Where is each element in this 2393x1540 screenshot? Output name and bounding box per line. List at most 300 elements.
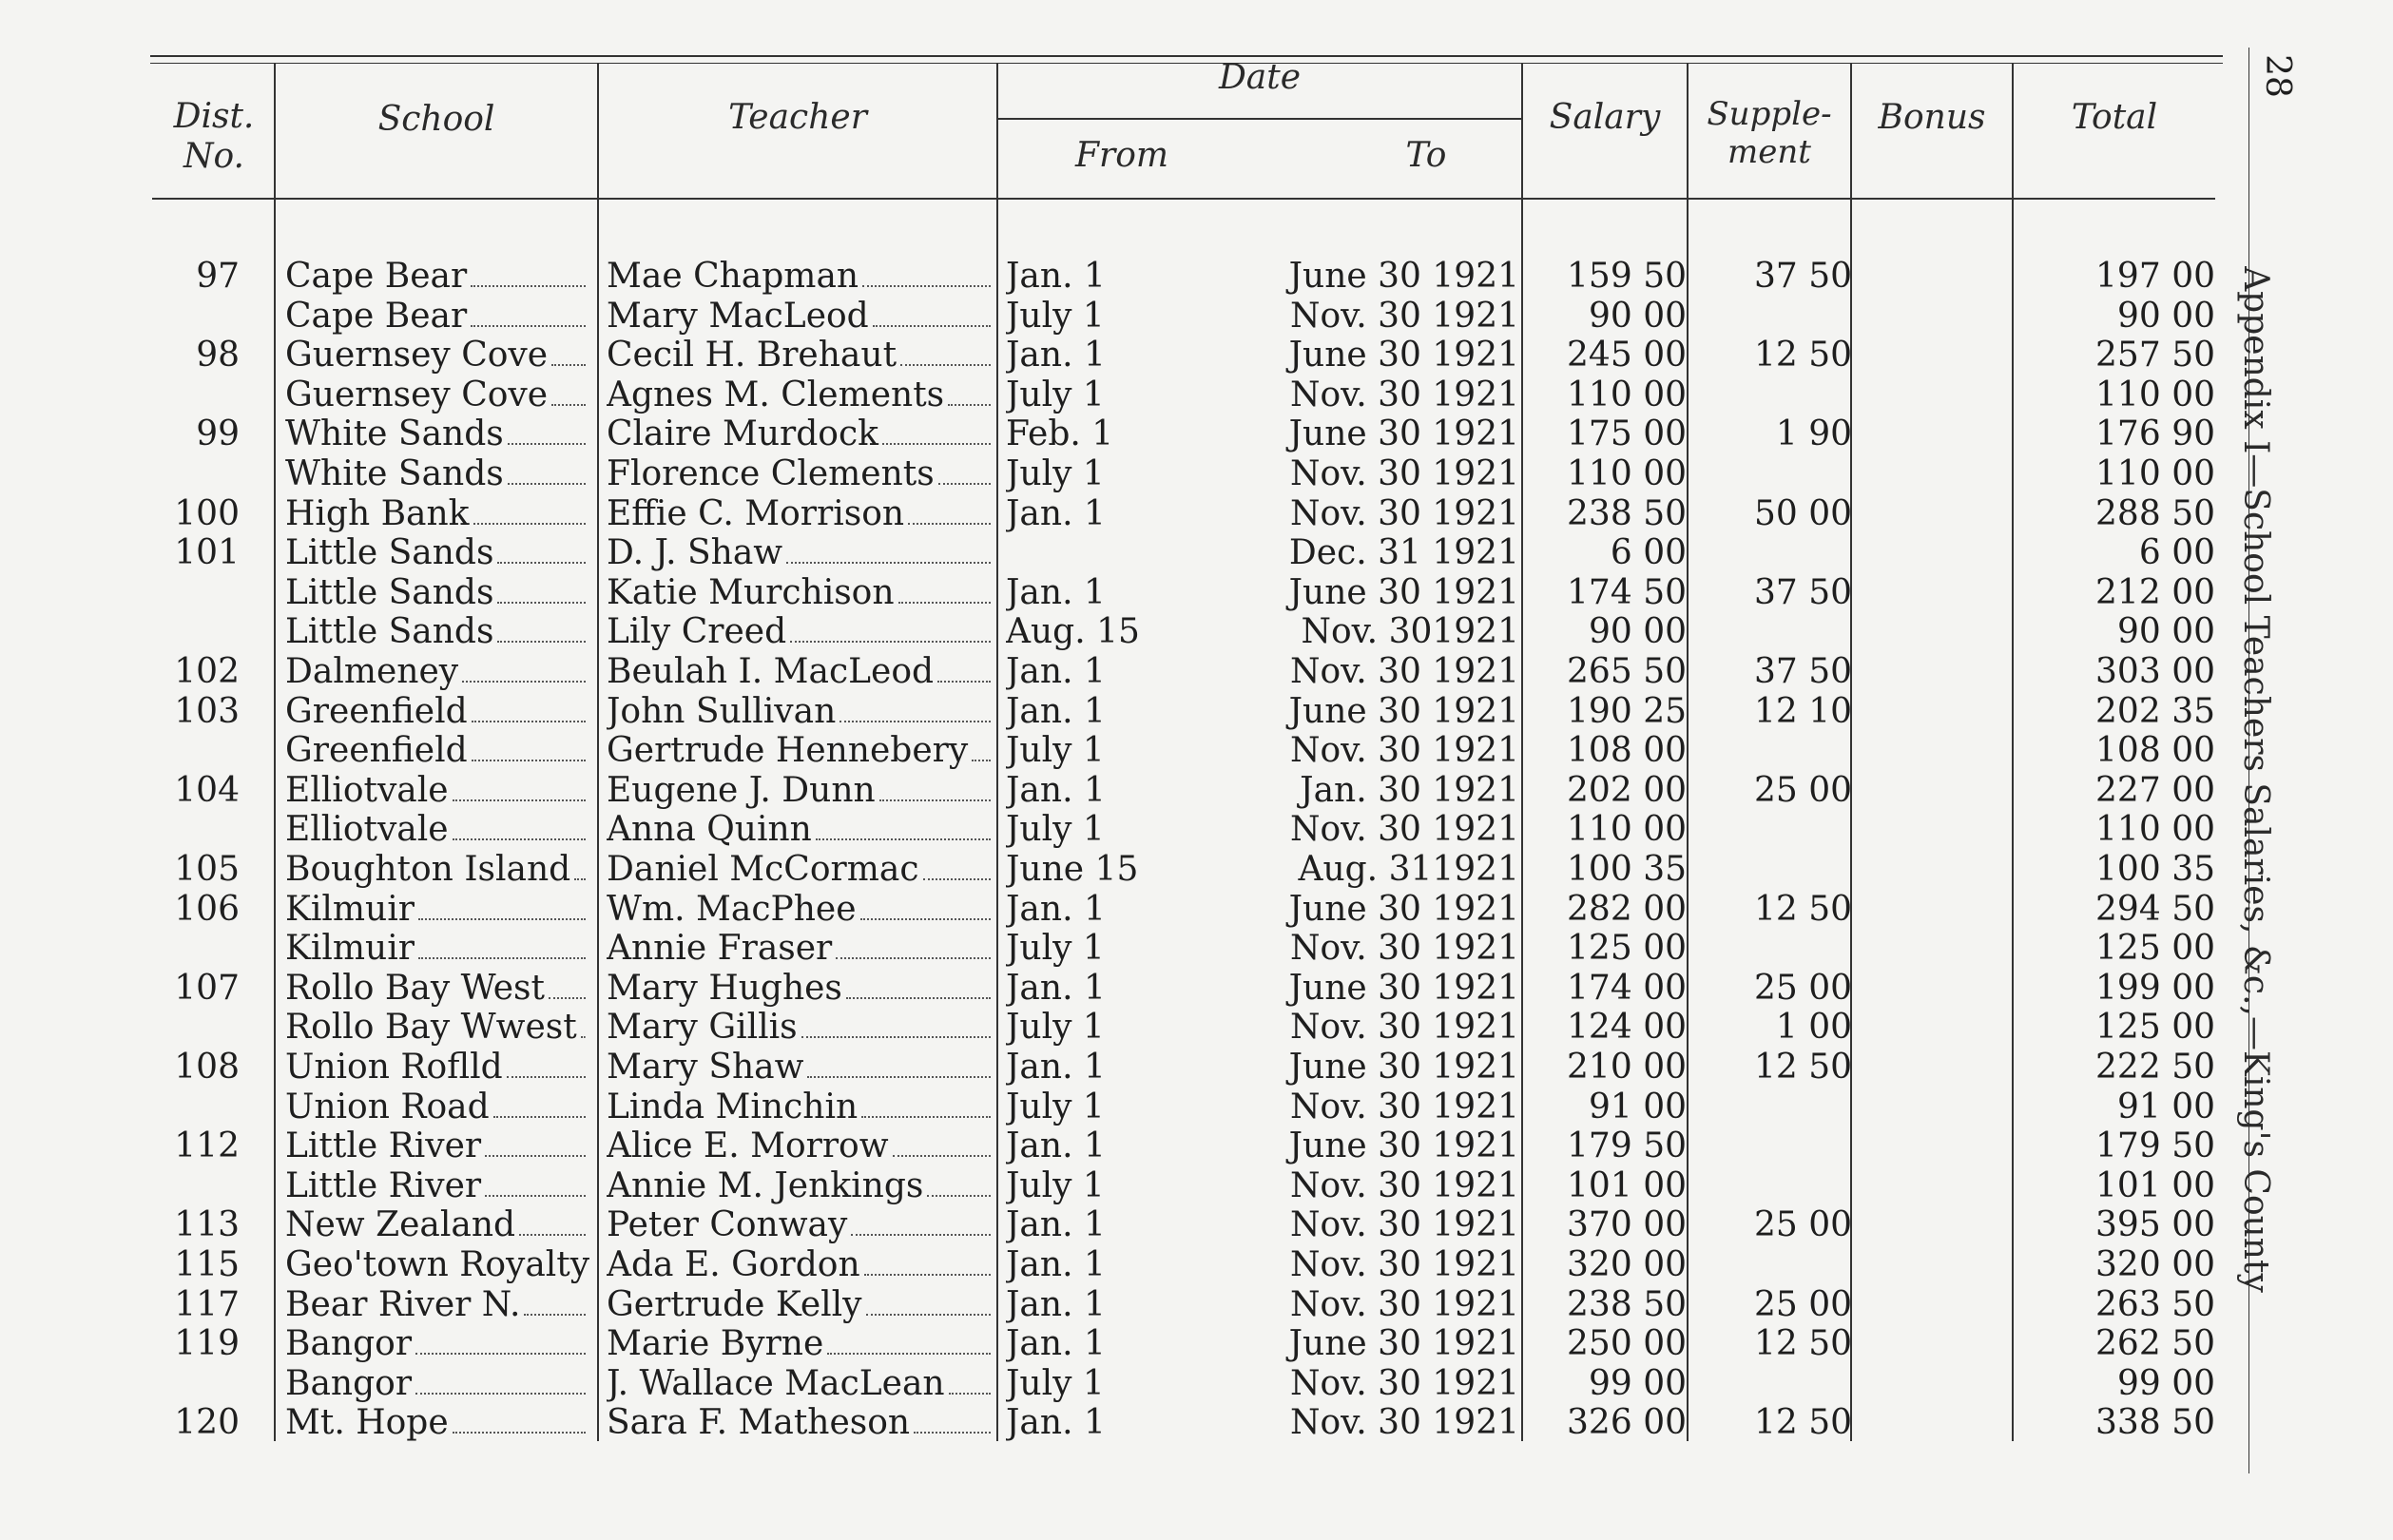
supplement-cell: [1702, 494, 1852, 534]
to-date-cell: [1169, 1048, 1519, 1088]
to-date-cell-text: Nov. 30 1921: [1290, 375, 1519, 414]
to-date-cell-text: Nov. 30 1921: [1290, 929, 1519, 969]
leader-dots: [485, 1185, 586, 1197]
from-date-cell: [1006, 1126, 1158, 1166]
from-date-cell-text: Aug. 15: [1006, 612, 1140, 652]
salary-cell: [1534, 1008, 1687, 1048]
leader-dots: [471, 316, 586, 327]
school-cell: [285, 375, 589, 415]
to-date-cell: [1169, 771, 1519, 811]
salary-cell-text: 202 00: [1567, 770, 1687, 810]
dist-no-cell-text: 102: [174, 652, 240, 691]
total-cell: [2035, 612, 2215, 652]
from-date-cell-text: July 1: [1006, 929, 1105, 969]
school-cell-text: Bangor: [285, 1324, 413, 1364]
dist-no-cell: [152, 1285, 240, 1325]
salary-cell: [1534, 454, 1687, 494]
school-cell-text: Cape Bear: [285, 296, 468, 336]
total-cell: [2035, 929, 2215, 969]
table-row: [0, 257, 2282, 297]
total-cell-text: 125 00: [2095, 1008, 2215, 1048]
leader-dots: [415, 1383, 586, 1395]
leader-dots: [493, 1107, 586, 1118]
total-cell-text: 108 00: [2095, 731, 2215, 771]
supplement-cell: [1702, 1403, 1852, 1443]
dist-no-cell: [152, 1205, 240, 1245]
total-cell-text: 338 50: [2095, 1403, 2215, 1443]
total-cell-text: 179 50: [2095, 1126, 2215, 1166]
total-cell: [2035, 1205, 2215, 1245]
school-cell-text: Rollo Bay West: [285, 968, 545, 1008]
school-cell: [285, 1166, 589, 1206]
leader-dots: [574, 869, 586, 880]
to-date-cell-text: Nov. 30 1921: [1290, 652, 1519, 691]
supplement-cell: [1702, 414, 1852, 454]
from-date-cell-text: Jan. 1: [1006, 652, 1106, 691]
from-date-cell-text: Jan. 1: [1006, 572, 1106, 612]
from-date-cell: [1006, 494, 1158, 534]
leader-dots: [927, 1185, 991, 1197]
teacher-cell: [607, 692, 994, 732]
total-cell-text: 90 00: [2116, 296, 2215, 336]
dist-no-cell-text: 120: [174, 1403, 240, 1443]
school-cell-text: Greenfield: [285, 731, 468, 771]
dist-no-cell-text: 112: [174, 1126, 240, 1166]
school-cell: [285, 771, 589, 811]
teacher-cell-text: Katie Murchison: [607, 572, 895, 612]
dist-no-cell: [152, 969, 240, 1009]
to-date-cell-text: Nov. 30 1921: [1290, 810, 1519, 850]
school-cell: [285, 850, 589, 890]
leader-dots: [893, 1145, 991, 1157]
teacher-cell-text: John Sullivan: [607, 691, 837, 731]
from-date-cell: [1006, 731, 1158, 771]
dist-no-cell-text: 119: [174, 1324, 240, 1364]
salary-cell-text: 179 50: [1567, 1126, 1687, 1166]
header-total: Total: [2071, 98, 2158, 137]
school-cell: [285, 969, 589, 1009]
leader-dots: [860, 909, 991, 920]
school-cell: [285, 731, 589, 771]
from-date-cell: [1006, 850, 1158, 890]
from-date-cell: [1006, 1048, 1158, 1088]
teacher-cell-text: Marie Byrne: [607, 1324, 824, 1364]
page-number: 28: [2258, 54, 2297, 98]
salary-cell: [1534, 336, 1687, 375]
leader-dots: [807, 1067, 991, 1078]
teacher-cell-text: Mary Shaw: [607, 1048, 804, 1087]
supplement-cell: [1702, 692, 1852, 732]
supplement-cell-text: 12 50: [1753, 336, 1852, 375]
total-cell: [2035, 969, 2215, 1009]
salary-cell-text: 100 35: [1567, 850, 1687, 889]
school-cell: [285, 810, 589, 850]
table-row: [0, 890, 2282, 930]
to-date-cell-text: Nov. 301921: [1301, 612, 1519, 652]
teacher-cell-text: Anna Quinn: [607, 810, 812, 850]
from-date-cell: [1006, 1088, 1158, 1127]
from-date-cell: [1006, 454, 1158, 494]
to-date-cell-text: Nov. 30 1921: [1290, 1205, 1519, 1245]
to-date-cell-text: Nov. 30 1921: [1290, 1403, 1519, 1443]
to-date-cell-text: June 30 1921: [1288, 968, 1519, 1008]
leader-dots: [549, 988, 586, 999]
leader-dots: [949, 1383, 991, 1395]
total-cell: [2035, 652, 2215, 692]
teacher-cell: [607, 850, 994, 890]
dist-no-cell-text: 108: [174, 1048, 240, 1087]
teacher-cell: [607, 336, 994, 375]
to-date-cell: [1169, 494, 1519, 534]
leader-dots: [508, 473, 586, 485]
leader-dots: [519, 1224, 586, 1236]
table-row: [0, 1008, 2282, 1048]
teacher-cell-text: Agnes M. Clements: [607, 375, 945, 414]
school-cell: [285, 1324, 589, 1364]
from-date-cell-text: Jan. 1: [1006, 889, 1106, 929]
from-date-cell-text: July 1: [1006, 296, 1105, 336]
leader-dots: [938, 473, 991, 485]
teacher-cell: [607, 652, 994, 692]
teacher-cell-text: Mary Hughes: [607, 968, 842, 1008]
leader-dots: [851, 1224, 991, 1236]
from-date-cell-text: Jan. 1: [1006, 493, 1106, 533]
from-date-cell: [1006, 1008, 1158, 1048]
school-cell: [285, 454, 589, 494]
school-cell-text: Little Sands: [285, 572, 494, 612]
from-date-cell: [1006, 375, 1158, 415]
salary-cell: [1534, 1088, 1687, 1127]
school-cell-text: Guernsey Cove: [285, 375, 549, 414]
teacher-cell: [607, 1166, 994, 1206]
school-cell-text: Little Sands: [285, 612, 494, 652]
leader-dots: [972, 750, 991, 761]
from-date-cell: [1006, 1166, 1158, 1206]
salary-cell-text: 174 50: [1567, 572, 1687, 612]
from-date-cell-text: July 1: [1006, 1165, 1105, 1205]
to-date-cell: [1169, 969, 1519, 1009]
leader-dots: [581, 1027, 586, 1038]
table-row: [0, 969, 2282, 1009]
salary-cell: [1534, 652, 1687, 692]
from-date-cell-text: Jan. 1: [1006, 1205, 1106, 1245]
supplement-cell: [1702, 1008, 1852, 1048]
to-date-cell: [1169, 414, 1519, 454]
leader-dots: [418, 948, 586, 959]
total-cell-text: 110 00: [2095, 810, 2215, 850]
teacher-cell: [607, 810, 994, 850]
from-date-cell: [1006, 890, 1158, 930]
school-cell: [285, 1403, 589, 1443]
leader-dots: [472, 750, 586, 761]
dist-no-cell: [152, 336, 240, 375]
total-cell: [2035, 890, 2215, 930]
teacher-cell-text: Daniel McCormac: [607, 850, 919, 889]
leader-dots: [497, 592, 586, 604]
table-row: [0, 1285, 2282, 1325]
school-cell-text: New Zealand: [285, 1205, 516, 1245]
teacher-cell: [607, 573, 994, 613]
supplement-cell-text: 12 50: [1753, 889, 1852, 929]
school-cell-text: Union Road: [285, 1087, 490, 1126]
supplement-cell: [1702, 771, 1852, 811]
teacher-cell: [607, 454, 994, 494]
school-cell-text: Guernsey Cove: [285, 336, 549, 375]
total-cell-text: 303 00: [2095, 652, 2215, 691]
school-cell-text: Dalmeney: [285, 652, 459, 691]
salary-cell-text: 245 00: [1567, 336, 1687, 375]
total-cell-text: 99 00: [2116, 1363, 2215, 1403]
total-cell-text: 176 90: [2095, 414, 2215, 454]
to-date-cell: [1169, 731, 1519, 771]
salary-cell: [1534, 692, 1687, 732]
table-row: [0, 1166, 2282, 1206]
total-cell: [2035, 1126, 2215, 1166]
salary-cell: [1534, 494, 1687, 534]
total-cell-text: 262 50: [2095, 1324, 2215, 1364]
top-rule: [150, 55, 2223, 57]
from-date-cell: [1006, 771, 1158, 811]
total-cell-text: 197 00: [2095, 257, 2215, 296]
supplement-cell-text: 50 00: [1753, 493, 1852, 533]
dist-no-cell: [152, 1126, 240, 1166]
salary-cell-text: 210 00: [1567, 1048, 1687, 1087]
table-row: [0, 810, 2282, 850]
from-date-cell: [1006, 257, 1158, 297]
from-date-cell: [1006, 810, 1158, 850]
salary-cell: [1534, 573, 1687, 613]
school-cell-text: Little River: [285, 1165, 482, 1205]
total-cell: [2035, 336, 2215, 375]
total-cell-text: 288 50: [2095, 493, 2215, 533]
to-date-cell-text: Nov. 30 1921: [1290, 1165, 1519, 1205]
from-date-cell-text: June 15: [1006, 850, 1139, 889]
total-cell-text: 199 00: [2095, 968, 2215, 1008]
leader-dots: [879, 790, 991, 801]
teacher-cell-text: Beulah I. MacLeod: [607, 652, 935, 691]
total-cell: [2035, 1364, 2215, 1404]
to-date-cell: [1169, 890, 1519, 930]
table-row: [0, 771, 2282, 811]
salary-cell-text: 174 00: [1567, 968, 1687, 1008]
from-date-cell-text: Jan. 1: [1006, 1403, 1106, 1443]
teacher-cell: [607, 494, 994, 534]
to-date-cell-text: Nov. 30 1921: [1290, 1008, 1519, 1048]
from-date-cell: [1006, 336, 1158, 375]
to-date-cell: [1169, 1008, 1519, 1048]
to-date-cell: [1169, 652, 1519, 692]
from-date-cell-text: Jan. 1: [1006, 770, 1106, 810]
teacher-cell: [607, 1008, 994, 1048]
to-date-cell-text: June 30 1921: [1288, 1324, 1519, 1364]
total-cell: [2035, 771, 2215, 811]
from-date-cell-text: Jan. 1: [1006, 1126, 1106, 1166]
dist-no-cell-text: 103: [174, 691, 240, 731]
leader-dots: [790, 631, 991, 643]
supplement-cell-text: 25 00: [1753, 1284, 1852, 1324]
supplement-cell-text: 12 50: [1753, 1403, 1852, 1443]
school-cell: [285, 1008, 589, 1048]
leader-dots: [472, 711, 586, 722]
leader-dots: [836, 948, 991, 959]
from-date-cell-text: Jan. 1: [1006, 968, 1106, 1008]
teacher-cell: [607, 1048, 994, 1088]
salary-cell-text: 110 00: [1567, 375, 1687, 414]
salary-cell: [1534, 414, 1687, 454]
table-row: [0, 1245, 2282, 1285]
table-row: [0, 1403, 2282, 1443]
salary-cell-text: 238 50: [1567, 1284, 1687, 1324]
from-date-cell: [1006, 1324, 1158, 1364]
to-date-cell-text: Nov. 30 1921: [1290, 1284, 1519, 1324]
from-date-cell-text: Jan. 1: [1006, 1048, 1106, 1087]
to-date-cell: [1169, 1364, 1519, 1404]
header-school: School: [377, 100, 495, 139]
supplement-cell: [1702, 573, 1852, 613]
total-cell-text: 91 00: [2116, 1087, 2215, 1126]
teacher-cell: [607, 1245, 994, 1285]
salary-cell: [1534, 375, 1687, 415]
teacher-cell: [607, 1126, 994, 1166]
salary-cell-text: 108 00: [1567, 731, 1687, 771]
to-date-cell-text: June 30 1921: [1288, 889, 1519, 929]
date-subheader-rule: [998, 118, 1521, 120]
table-row: [0, 336, 2282, 375]
dist-no-cell-text: 105: [174, 850, 240, 889]
salary-cell: [1534, 731, 1687, 771]
table-row: [0, 1364, 2282, 1404]
total-cell: [2035, 1166, 2215, 1206]
school-cell-text: Rollo Bay Wwest: [285, 1008, 577, 1048]
dist-no-cell: [152, 1324, 240, 1364]
to-date-cell: [1169, 257, 1519, 297]
teacher-cell-text: Mary Gillis: [607, 1008, 798, 1048]
total-cell-text: 222 50: [2095, 1048, 2215, 1087]
dist-no-cell: [152, 1245, 240, 1285]
salary-cell: [1534, 1285, 1687, 1325]
dist-no-cell-text: 107: [174, 968, 240, 1008]
leader-dots: [508, 433, 586, 445]
salary-cell: [1534, 1364, 1687, 1404]
from-date-cell: [1006, 1364, 1158, 1404]
total-cell: [2035, 1245, 2215, 1285]
from-date-cell: [1006, 692, 1158, 732]
total-cell-text: 202 35: [2095, 691, 2215, 731]
salary-cell: [1534, 1126, 1687, 1166]
school-cell-text: Greenfield: [285, 691, 468, 731]
header-teacher: Teacher: [728, 98, 867, 137]
teacher-cell: [607, 1324, 994, 1364]
salary-cell-text: 91 00: [1588, 1087, 1687, 1126]
supplement-cell-text: 1 90: [1775, 414, 1852, 454]
teacher-cell-text: Cecil H. Brehaut: [607, 336, 897, 375]
school-cell: [285, 1048, 589, 1088]
teacher-cell-text: Gertrude Kelly: [607, 1284, 862, 1324]
total-cell-text: 90 00: [2116, 612, 2215, 652]
to-date-cell: [1169, 336, 1519, 375]
to-date-cell: [1169, 612, 1519, 652]
to-date-cell-text: June 30 1921: [1288, 1126, 1519, 1166]
teacher-cell: [607, 297, 994, 337]
dist-no-cell: [152, 850, 240, 890]
dist-no-cell: [152, 257, 240, 297]
from-date-cell-text: Jan. 1: [1006, 1284, 1106, 1324]
total-cell-text: 257 50: [2095, 336, 2215, 375]
table-row: [0, 1205, 2282, 1245]
table-row: [0, 454, 2282, 494]
teacher-cell-text: Sara F. Matheson: [607, 1403, 911, 1443]
school-cell-text: Little River: [285, 1126, 482, 1166]
leader-dots: [453, 1422, 586, 1434]
leader-dots: [898, 592, 991, 604]
teacher-cell: [607, 731, 994, 771]
total-cell: [2035, 1088, 2215, 1127]
leader-dots: [900, 355, 991, 366]
total-cell: [2035, 297, 2215, 337]
school-cell: [285, 929, 589, 969]
teacher-cell-text: Gertrude Hennebery: [607, 731, 969, 771]
salary-cell: [1534, 533, 1687, 573]
supplement-cell: [1702, 336, 1852, 375]
total-cell-text: 101 00: [2095, 1165, 2215, 1205]
teacher-cell-text: Peter Conway: [607, 1205, 848, 1245]
from-date-cell: [1006, 414, 1158, 454]
supplement-cell: [1702, 257, 1852, 297]
header-supplement: [1689, 95, 1850, 171]
supplement-cell: [1702, 652, 1852, 692]
school-cell-text: Elliotvale: [285, 810, 449, 850]
total-cell: [2035, 1008, 2215, 1048]
leader-dots: [882, 433, 991, 445]
salary-cell-text: 90 00: [1588, 296, 1687, 336]
teacher-cell: [607, 969, 994, 1009]
total-cell: [2035, 731, 2215, 771]
from-date-cell: [1006, 969, 1158, 1009]
dist-no-cell-text: 100: [174, 493, 240, 533]
school-cell: [285, 1245, 589, 1285]
teacher-cell-text: Lily Creed: [607, 612, 787, 652]
school-cell: [285, 494, 589, 534]
table-row: [0, 850, 2282, 890]
leader-dots: [864, 1264, 991, 1276]
teacher-cell-text: Annie Fraser: [607, 929, 833, 969]
salary-cell: [1534, 257, 1687, 297]
total-cell: [2035, 257, 2215, 297]
dist-no-cell: [152, 890, 240, 930]
dist-no-cell-text: 113: [174, 1205, 240, 1245]
salary-cell-text: 250 00: [1567, 1324, 1687, 1364]
to-date-cell: [1169, 1324, 1519, 1364]
salary-cell: [1534, 1245, 1687, 1285]
school-cell-text: Elliotvale: [285, 770, 449, 810]
from-date-cell: [1006, 1205, 1158, 1245]
to-date-cell: [1169, 297, 1519, 337]
total-cell: [2035, 850, 2215, 890]
teacher-cell-text: Claire Murdock: [607, 414, 878, 454]
salary-cell: [1534, 890, 1687, 930]
supplement-cell-text: 1 00: [1775, 1008, 1852, 1048]
school-cell: [285, 1088, 589, 1127]
dist-no-cell: [152, 533, 240, 573]
supplement-cell: [1702, 969, 1852, 1009]
teacher-cell-text: Annie M. Jenkings: [607, 1165, 924, 1205]
total-cell: [2035, 1285, 2215, 1325]
school-cell-text: Cape Bear: [285, 257, 468, 296]
from-date-cell-text: Jan. 1: [1006, 1245, 1106, 1284]
salary-cell-text: 159 50: [1567, 257, 1687, 296]
to-date-cell: [1169, 1285, 1519, 1325]
header-dist-no-label: Dist. No.: [173, 97, 255, 176]
